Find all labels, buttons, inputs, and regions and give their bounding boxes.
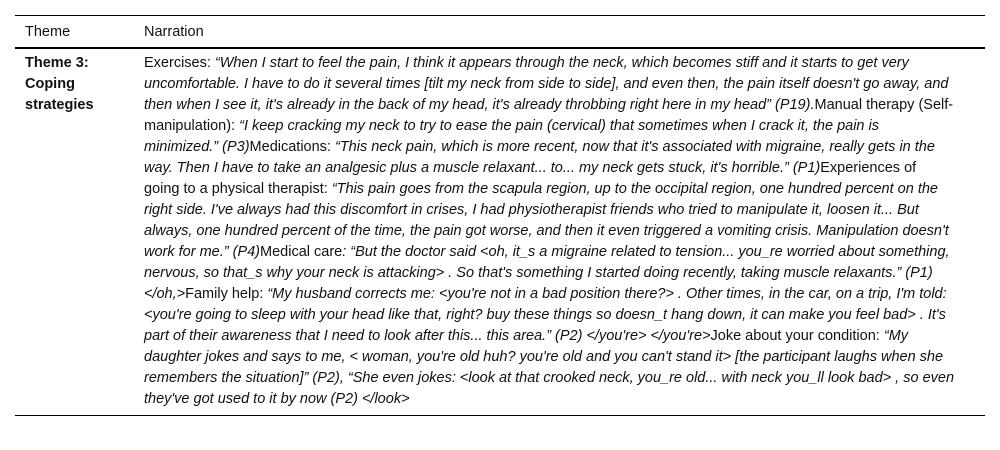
narration-label-family-help: Family help: [185, 286, 268, 302]
narration-label-exercises: Exercises: [144, 55, 215, 71]
narration-quote-family-help: “My husband corrects me: <you're not in a bad position there?> . Other times, in the car, on a trip, I'm told: <you're going to sleep with your head like that, right? buy these things so doesn_t hang down, it can make you feel bad> . It's part of their awareness that I need to look after this... this area.” (P2) </you're> </you're> [144, 286, 947, 344]
narration-label-physical-therapist: Experiences of going to a physical therapist: [144, 160, 917, 197]
narration-quote-medications: “This neck pain, which is more recent, now that it's associated with migraine, really gets in the way. Then I have to take an analgesic plus a muscle relaxant... to... my neck gets stuck, it's horrible.” (P1) [144, 139, 935, 176]
narration-quote-manual-therapy: “I keep cracking my neck to try to ease the pain (cervical) that sometimes when I crack it, the pain is minimized.” (P3) [144, 118, 879, 155]
narration-table [15, 15, 985, 416]
narration-table-container [15, 15, 985, 416]
header-theme: Theme [15, 16, 134, 49]
narration-label-medications: Medications: [249, 139, 335, 155]
narration-quote-medical-care: : “But the doctor said <oh, it_s a migraine related to tension... you_re worried about something, nervous, so that_s why your neck is attacking> . So that's something I started doing recently, taking muscle relaxants.” (P1) </oh,> [144, 244, 950, 302]
narration-quote-joke: “My daughter jokes and says to me, < woman, you're old huh? you're old and you can't stand it> [the participant laughs when she remembers the situation]” (P2), “She even jokes: <look at that crooked neck, you_re old... with neck you_ll look bad> , so even they've got used to it by now (P2) </look> [144, 328, 955, 407]
narration-quote-physical-therapist: “This pain goes from the scapula region, up to the occipital region, one hundred percent on the right side. I've always had this discomfort in crises, I had physiotherapist friends who tried to manipulate it, loosen it... But always, one hundred percent of the time, the pain got worse, and then it even triggered a vomiting crisis. Manipulation doesn't work for me.” (P4) [144, 181, 949, 260]
narration-label-medical-care: Medical care [260, 244, 343, 260]
theme-cell: Theme 3: Coping strategies [15, 48, 134, 416]
table-header-row [15, 16, 985, 49]
narration-label-joke: Joke about your condition: [710, 328, 884, 344]
narration-label-manual-therapy: Manual therapy (Self-manipulation): [144, 97, 954, 134]
header-narration: Narration [134, 16, 985, 49]
narration-cell [134, 48, 985, 416]
narration-quote-exercises: “When I start to feel the pain, I think it appears through the neck, which becomes stiff and it starts to get very uncomfortable. I have to do it several times [tilt my neck from side to side], and even then, the pain itself doesn't go away, and then when I see it, it's already in the back of my head, it's already throbbing right here in my head” (P19). [144, 55, 949, 113]
table-row [15, 48, 985, 416]
